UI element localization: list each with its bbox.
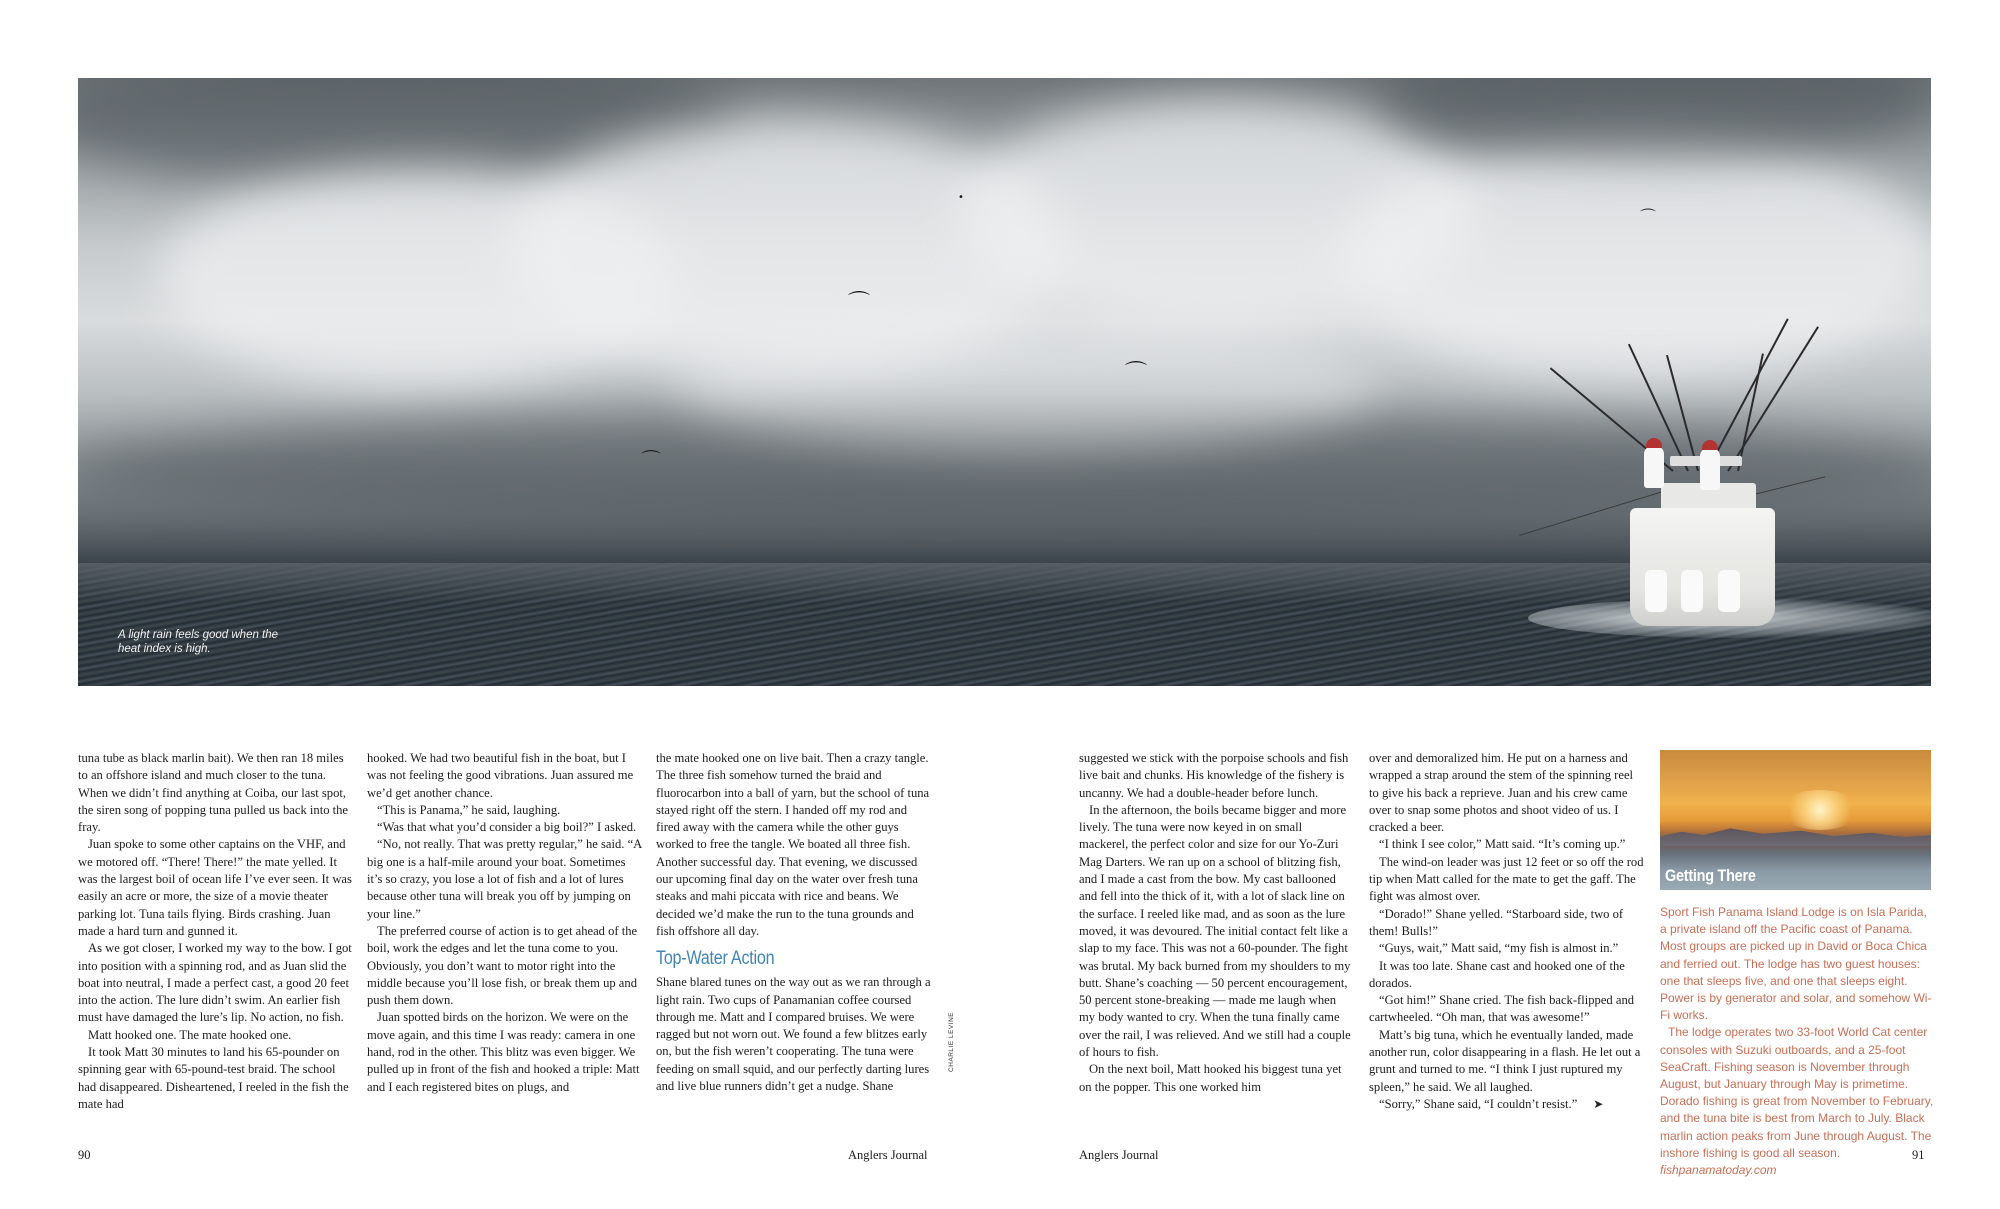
paragraph: “Was that what you’d consider a big boil?” I asked. <box>377 820 637 835</box>
paragraph: the mate hooked one on live bait. Then a crazy tangle. The three fish somehow turned the braid and fluorocarbon into a ball of yarn, but the school of tuna stayed right off the stern. I handed off my rod and fired away with the camera while the other guys worked to free the tangle. We boated all three fish. Another successful day. That evening, we discussed our upcoming final day on the water over fresh tuna steaks and mahi piccata with rice and beans. We decided we’d make the run to the tuna grounds and fish offshore all day. <box>656 751 930 938</box>
paragraph: “I think I see color,” Matt said. “It’s coming up.” <box>1379 837 1626 852</box>
paragraph: Juan spotted birds on the horizon. We were on the move again, and this time I was ready: camera in one hand, rod in the other. This blitz was even bigger. We pulled up in front of the fish and hooked a triple: Matt and I each registered bites on plugs, and <box>367 1010 640 1094</box>
paragraph: tuna tube as black marlin bait). We then ran 18 miles to an offshore island and much closer to the tuna. When we didn’t find anything at Coiba, our last spot, the siren song of popping tuna pulled us back into the fray. <box>78 751 349 835</box>
paragraph: It took Matt 30 minutes to land his 65-pounder on spinning gear with 65-pound-test braid. The school had disappeared. Disheartened, I reeled in the fish the mate had <box>78 1045 349 1111</box>
paragraph: “Dorado!” Shane yelled. “Starboard side, two of them! Bulls!” <box>1369 906 1624 938</box>
sidebar-paragraph-text: The lodge operates two 33-foot World Cat center consoles with Suzuki outboards, and a 25-foot SeaCraft. Fishing season is November through August, but January through May is primetime. Dorado fishing is great from November to February, and the tuna bite is best from March to July. Black marlin action peaks from June through August. The inshore fishing is good all season. <box>1660 1025 1934 1160</box>
paragraph: The preferred course of action is to get ahead of the boil, work the edges and let the tuna come to you. Obviously, you don’t want to motor right into the middle because you’ll lose fish, or break them up and push them down. <box>367 923 638 1008</box>
paragraph: In the afternoon, the boils became bigger and more lively. The tuna were now keyed in on small mackerel, the perfect color and size for our Yo-Zuri Mag Darters. We ran up on a school of blitzing fish, and I made a cast from the bow. My cast ballooned and fell into the thick of it, with a lot of slack line on the surface. I reeled like mad, and as soon as the lure moved, it was devoured. The initial contact felt like a slap to my face. This was not a 60-pounder. The fight was brutal. My back burned from my shoulders to my butt. Shane’s coaching — 50 percent encouragement, 50 percent stone-breaking — made me laugh when my body wanted to cry. When the tuna finally came over the rail, I was relieved. And we still had a couple of hours to fish. <box>1079 802 1351 1060</box>
paragraph: hooked. We had two beautiful fish in the boat, but I was not feeling the good vibrations. Juan assured me we’d get another chance. <box>367 751 634 800</box>
section-subhead: Top-Water Action <box>656 948 775 970</box>
text-column-5 <box>1369 750 1644 1113</box>
paragraph: “Guys, wait,” Matt said, “my fish is almost in.” <box>1379 941 1619 956</box>
text-column-4 <box>1079 750 1354 1096</box>
paragraph: Matt’s big tuna, which he eventually landed, made another run, color disappearing in a flash. He let out a grunt and turned to me. “I think I just ruptured my spleen,” he said. We all laughed. <box>1369 1027 1641 1094</box>
paragraph: The wind-on leader was just 12 feet or so off the rod tip when Matt called for the mate to get the gaff. The fight was almost over. <box>1369 854 1644 904</box>
paragraph: Matt hooked one. The mate hooked one. <box>88 1027 292 1042</box>
sidebar-title: Getting There <box>1665 866 1756 885</box>
journal-name-left: Anglers Journal <box>848 1148 928 1162</box>
text-column-3 <box>656 750 931 1095</box>
page-number-right: 91 <box>1912 1148 1925 1162</box>
paragraph: suggested we stick with the porpoise schools and fish live bait and chunks. His knowledge of the fishery is uncanny. We had a double-header before lunch. <box>1079 751 1349 800</box>
photo-caption: A light rain feels good when the heat index is high. <box>118 629 279 655</box>
sidebar-sunset-photo <box>1660 750 1931 890</box>
page-number-left: 90 <box>78 1148 91 1162</box>
bird-icon: ⌒ <box>1125 361 1148 386</box>
hero-photo <box>78 78 1931 686</box>
paragraph: “Got him!” Shane cried. The fish back-flipped and cartwheeled. “Oh man, that was awesome!” <box>1369 993 1635 1025</box>
bird-icon: ⌒ <box>848 291 871 316</box>
text-column-1 <box>78 750 353 1113</box>
sidebar-paragraph: Sport Fish Panama Island Lodge is on Isla Parida, a private island off the Pacific coast of Panama. Most groups are picked up in David or Boca Chica and ferried out. The lodge has two guest houses: one that sleeps five, and one that sleeps eight. Power is by generator and solar, and somehow Wi-Fi works. <box>1660 905 1932 1023</box>
paragraph: On the next boil, Matt hooked his biggest tuna yet on the popper. This one worked him <box>1079 1062 1342 1094</box>
bird-icon: ⌒ <box>1640 207 1657 226</box>
paragraph: As we got closer, I worked my way to the bow. I got into position with a spinning rod, and as Juan slid the boat into neutral, I made a perfect cast, a good 20 feet into the action. The lure didn’t swim. An earlier fish must have damaged the lure’s lip. No action, no fish. <box>78 941 352 1025</box>
bird-icon: • <box>958 192 964 203</box>
sidebar-text <box>1660 904 1935 1179</box>
paragraph-last <box>1369 1096 1644 1113</box>
fish-icon: ➤ <box>1593 1096 1604 1111</box>
paragraph-text: “Sorry,” Shane said, “I couldn’t resist.” <box>1379 1096 1578 1111</box>
paragraph: “No, not really. That was pretty regular,” he said. “A big one is a half-mile around your boat. Sometimes it’s so crazy, you lose a lot of fish and a lot of lures because other tuna will break you off by jumping on your line.” <box>367 837 642 921</box>
paragraph: Shane blared tunes on the way out as we ran through a light rain. Two cups of Panamanian coffee coursed through me. Matt and I compared bruises. We were ragged but not worn out. We found a few blitzes early on, but the fish weren’t cooperating. The tuna were feeding on small squid, and our perfectly darting lures and live blue runners didn’t get a nudge. Shane <box>656 975 931 1094</box>
text-column-2 <box>367 750 642 1096</box>
photo-credit: CHARLIE LEVINE <box>948 1011 955 1072</box>
paragraph: over and demoralized him. He put on a harness and wrapped a strap around the stem of the spinning reel to give his back a reprieve. Juan and his crew came over to snap some photos and shoot video of us. I cracked a beer. <box>1369 751 1634 835</box>
sidebar-paragraph-2 <box>1660 1024 1935 1179</box>
paragraph: “This is Panama,” he said, laughing. <box>377 802 561 817</box>
paragraph: It was too late. Shane cast and hooked one of the dorados. <box>1369 958 1625 990</box>
journal-name-right: Anglers Journal <box>1079 1148 1159 1162</box>
paragraph: Juan spoke to some other captains on the VHF, and we motored off. “There! There!” the mate yelled. It was the largest boil of ocean life I’ve ever seen. It was easily an acre or more, the size of a movie theater parking lot. Tuna tails flying. Birds crashing. Juan made a hard turn and gunned it. <box>78 837 352 938</box>
sidebar-url: fishpanamatoday.com <box>1660 1163 1777 1178</box>
bird-icon: ⌒ <box>641 448 661 472</box>
